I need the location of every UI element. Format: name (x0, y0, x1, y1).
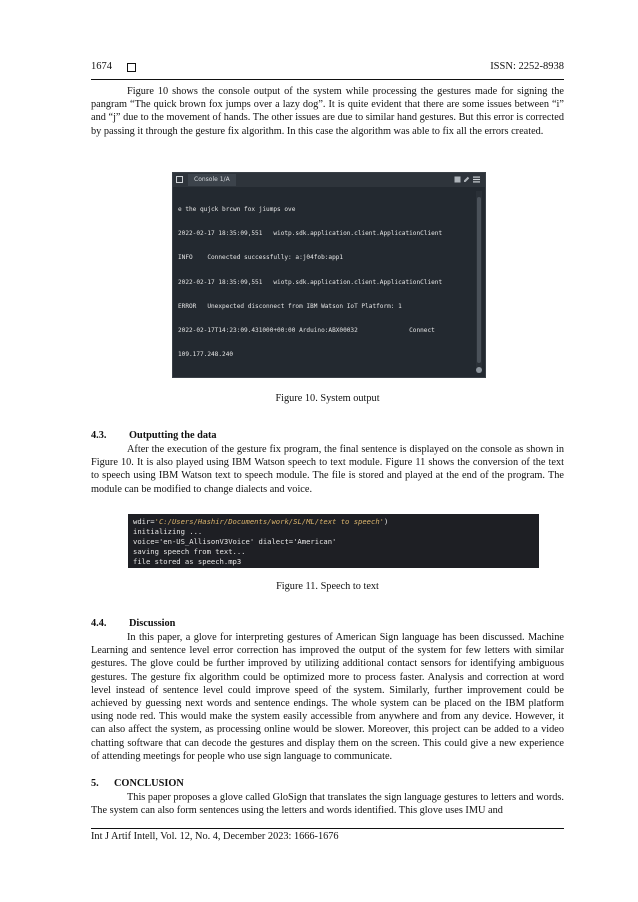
console-tab-bar (173, 173, 485, 187)
paragraph-conclusion: This paper proposes a glove called GloSign that translates the sign language gestures to letters and words. The system can also form sentences using the letters and words identified. This glove uses IMU and (91, 792, 564, 817)
issn-label: ISSN: 2252-8938 (490, 61, 564, 72)
console-output (178, 190, 471, 375)
console-line: 2022-02-17T14:23:09.431000+00:00 Arduino:ABX00032 Connect (178, 326, 435, 334)
footer-divider (91, 828, 564, 829)
section-title: Discussion (129, 618, 176, 629)
header-divider (91, 79, 564, 80)
section-heading-5 (91, 778, 184, 789)
section-title: CONCLUSION (114, 778, 184, 789)
console-line (133, 517, 534, 527)
section-heading-4-3 (91, 430, 217, 441)
code-token: ) (383, 517, 389, 526)
console-line: 2022-02-17 18:35:09,551 wiotp.sdk.application.client.ApplicationClient (178, 230, 443, 238)
console-line: INFO Connected successfully: a:j04fob:app1 (178, 254, 344, 262)
section-number: 4.4. (91, 618, 107, 629)
figure10-caption: Figure 10. System output (275, 393, 380, 404)
console-line: 2022-02-17 18:35:09,551 wiotp.sdk.application.client.ApplicationClient (178, 278, 443, 286)
paragraph-outputting-data: After the execution of the gesture fix program, the final sentence is displayed on the console as shown in Figure 10. It is also played using IBM Watson speech to text module. Figure 11 shows the conversion of the text to speech using IBM Watson text to speech module. The file is stored and played at the end of the program. The module can be modified to change dialects and voice. (91, 444, 564, 495)
console-line: file stored as speech.mp3 (133, 557, 242, 567)
paragraph-discussion: In this paper, a glove for interpreting gestures of American Sign language has been discussed. Machine Learning and sentence level error correction has improved the output of the system for few letters with similar gestures. The glove could be further improved by utilizing additional contact sensors for identifying ambiguous gestures. The gesture fix algorithm could be optimized more to process faster. Analysis and correction at word level instead of sentence level could improve speed of the system. Similarly, further improvement could be achieved by guessing next words and sentence endings. The whole system can be placed on the IBM platform using node red. This would make the system easily accessible from anywhere and from any device. However, it can also affect the system, as processing online would be slower. Moreover, this project can be added to a video chatting software that can decode the gestures and display them on the screen. This could give a new experience of attending meetings for people who use sign language to communicate. (91, 632, 564, 762)
console-screenshot (172, 172, 486, 378)
scrollbar-track (477, 197, 481, 363)
section-number: 5. (91, 778, 99, 789)
console-line: saving speech from text... (133, 547, 246, 557)
menu-icon (473, 176, 480, 183)
scrollbar-handle[interactable] (476, 367, 482, 373)
section-number: 4.3. (91, 430, 107, 441)
paragraph-figure10-intro: Figure 10 shows the console output of the system while processing the gestures made for signing the pangram “The quick brown fox jumps over a lazy dog”. It is quite evident that there are some issues between “i” and “j” due to the movement of hands. The other issues are due to similar hand gestures. But this error is corrected by passing it through the gesture fix algorithm. In this case the algorithm was able to fix all the errors created. (91, 86, 564, 137)
page-header (91, 61, 564, 77)
console-scrollbar[interactable] (476, 191, 482, 373)
console-line: e the qujck brcwn fox jiumps ove (178, 206, 296, 214)
code-string: 'C:/Users/Hashir/Documents/work/SL/ML/text to speech' (154, 517, 384, 526)
section-title: Outputting the data (129, 430, 217, 441)
section-heading-4-4 (91, 618, 175, 629)
console-line: voice='en-US_AllisonV3Voice' dialect='American' (133, 537, 337, 547)
console-line: ERROR Unexpected disconnect from IBM Watson IoT Platform: 1 (178, 302, 402, 310)
square-icon (127, 63, 136, 72)
footer-citation: Int J Artif Intell, Vol. 12, No. 4, December 2023: 1666-1676 (91, 831, 339, 842)
console-line: 109.177.248.240 (178, 350, 234, 358)
terminal-icon (176, 176, 183, 183)
page-number: 1674 (91, 61, 112, 72)
speech-console-screenshot (128, 514, 539, 568)
figure11-caption: Figure 11. Speech to text (276, 581, 379, 592)
console-tab: Console 1/A (188, 174, 236, 186)
stop-icon (454, 176, 461, 183)
code-token: wdir= (133, 517, 155, 526)
edit-icon (463, 176, 470, 183)
console-line: initializing ... (133, 527, 203, 537)
